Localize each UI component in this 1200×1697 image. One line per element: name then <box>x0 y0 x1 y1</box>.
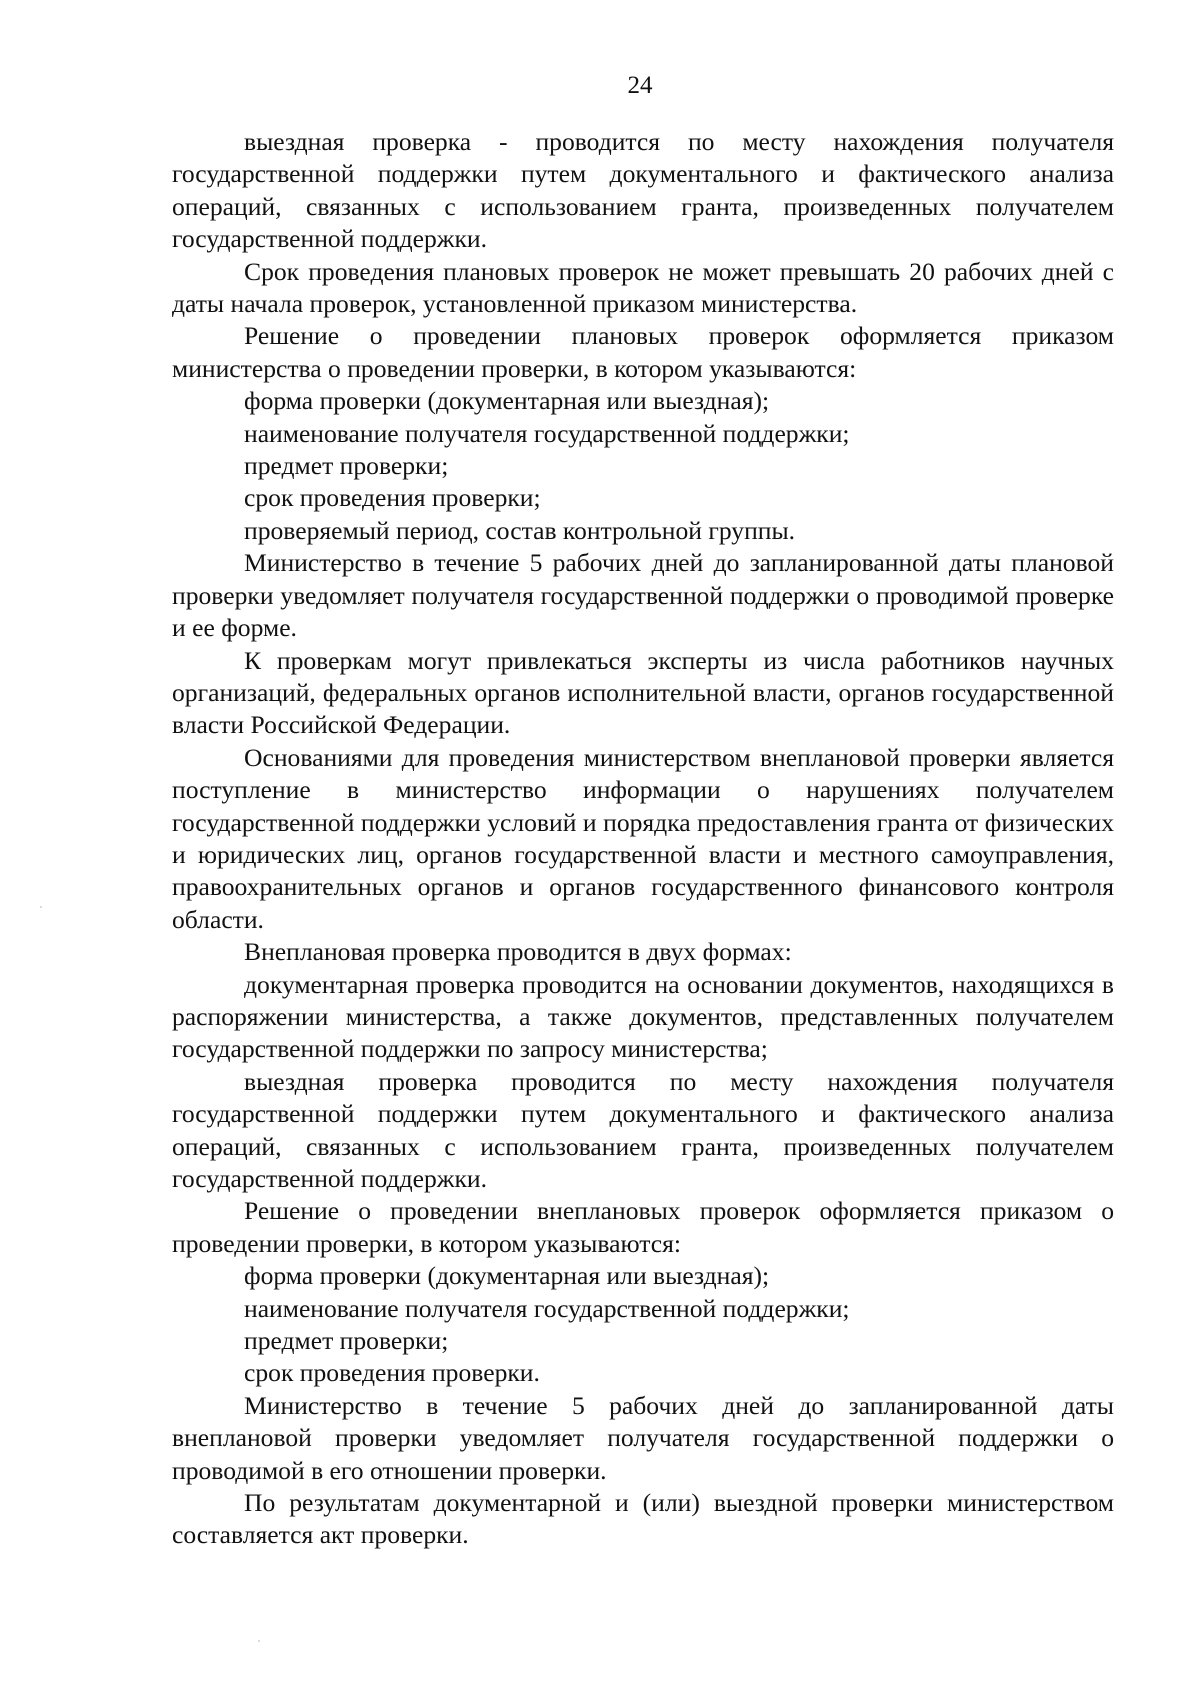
paragraph-planned-check-duration: Срок проведения плановых проверок не может превышать 20 рабочих дней с даты начала проверок, установленной приказом министерства. <box>172 256 1114 319</box>
paragraph-unplanned-check-grounds: Основаниями для проведения министерством внеплановой проверки является поступление в министерство информации о нарушениях получателем государственной поддержки условий и порядка предоставления гранта от физических и юридических лиц, органов государственной власти и местного самоуправления, правоохранительных органов и органов государственного финансового контроля области. <box>172 742 1114 934</box>
list-item-check-term-2: срок проведения проверки. <box>244 1358 540 1388</box>
document-body <box>172 126 1114 1552</box>
paragraph-unplanned-check-forms: Внеплановая проверка проводится в двух формах: <box>244 937 792 967</box>
list-item-check-form: форма проверки (документарная или выездная); <box>244 386 770 416</box>
list-item-recipient-name-2: наименование получателя государственной поддержки; <box>244 1293 850 1323</box>
page-number: 24 <box>627 72 653 99</box>
list-item-check-subject: предмет проверки; <box>244 451 449 481</box>
list-item-check-period: проверяемый период, состав контрольной группы. <box>244 515 796 545</box>
paragraph-check-act: По результатам документарной и (или) выездной проверки министерством составляется акт проверки. <box>172 1488 1114 1550</box>
scan-speck <box>40 906 42 908</box>
paragraph-experts: К проверкам могут привлекаться эксперты из числа работников научных организаций, федеральных органов исполнительной власти, органов государственной власти Российской Федерации. <box>172 645 1114 740</box>
paragraph-documentary-check: документарная проверка проводится на основании документов, находящихся в распоряжении министерства, а также документов, представленных получателем государственной поддержки по запросу министерства; <box>172 969 1114 1064</box>
paragraph-onsite-check-definition: выездная проверка - проводится по месту нахождения получателя государственной поддержки путем документального и фактического анализа операций, связанных с использованием гранта, произведенных получателем государственной поддержки. <box>172 127 1114 254</box>
paragraph-planned-check-notice: Министерство в течение 5 рабочих дней до запланированной даты плановой проверки уведомляет получателя государственной поддержки о проводимой проверке и ее форме. <box>172 548 1114 643</box>
paragraph-unplanned-check-notice: Министерство в течение 5 рабочих дней до запланированной даты внеплановой проверки уведомляет получателя государственной поддержки о проводимой в его отношении проверки. <box>172 1390 1114 1485</box>
paragraph-onsite-check: выездная проверка проводится по месту нахождения получателя государственной поддержки путем документального и фактического анализа операций, связанных с использованием гранта, произведенных получателем государственной поддержки. <box>172 1066 1114 1193</box>
paragraph-unplanned-check-decision: Решение о проведении внеплановых проверок оформляется приказом о проведении проверки, в котором указываются: <box>172 1196 1114 1258</box>
list-item-check-subject-2: предмет проверки; <box>244 1326 449 1356</box>
paragraph-planned-check-decision: Решение о проведении плановых проверок оформляется приказом министерства о проведении проверки, в котором указываются: <box>172 321 1114 383</box>
list-item-check-term: срок проведения проверки; <box>244 483 541 513</box>
list-item-check-form-2: форма проверки (документарная или выездная); <box>244 1261 770 1291</box>
list-item-recipient-name: наименование получателя государственной поддержки; <box>244 418 850 448</box>
scan-speck <box>258 1640 260 1642</box>
